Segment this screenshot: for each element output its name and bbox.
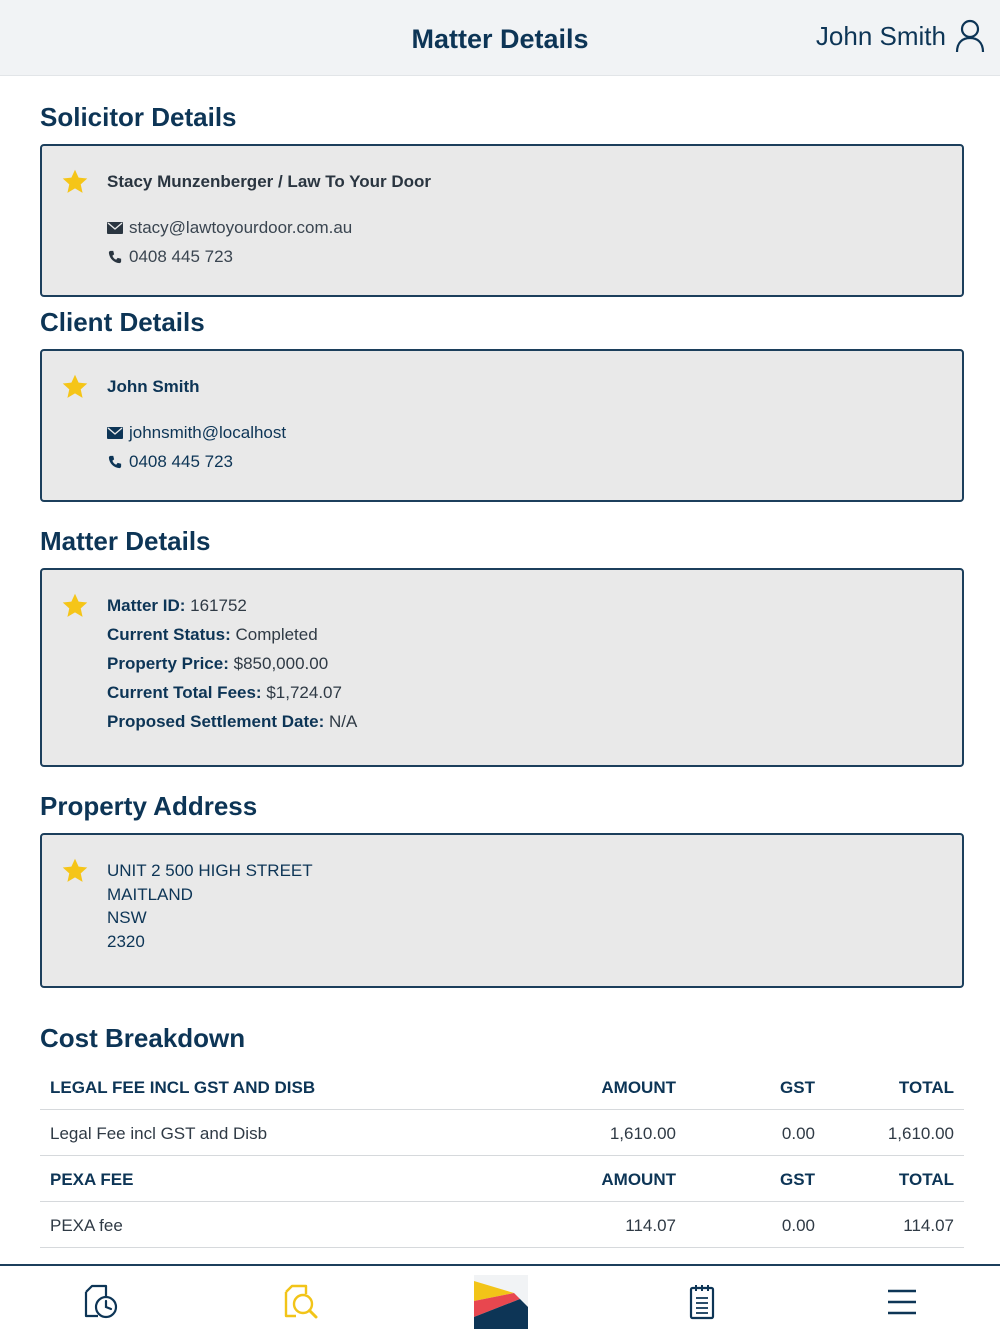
cost-header-total: TOTAL: [898, 1078, 954, 1097]
solicitor-name: Stacy Munzenberger / Law To Your Door: [107, 172, 431, 191]
nav-history[interactable]: [76, 1278, 124, 1326]
cost-section-title: Cost Breakdown: [40, 1023, 246, 1053]
cost-group-header: [40, 1156, 964, 1202]
settlement-date-label: Proposed Settlement Date:: [107, 712, 325, 731]
cost-item-amount: 114.07: [625, 1216, 676, 1235]
address-line-street: UNIT 2 500 HIGH STREET: [107, 861, 313, 880]
cost-header-total: TOTAL: [898, 1170, 954, 1189]
total-fees-label: Current Total Fees:: [107, 683, 262, 702]
bottom-nav: [0, 1264, 1000, 1334]
address-line-postcode: 2320: [107, 931, 145, 951]
email-icon: [107, 221, 123, 235]
property-section-title: Property Address: [40, 791, 258, 821]
matter-id-value: 161752: [190, 596, 247, 615]
solicitor-section-title: Solicitor Details: [40, 102, 237, 132]
matter-card: [40, 568, 964, 767]
logo-icon[interactable]: [474, 1275, 528, 1329]
client-card: [40, 349, 964, 502]
current-status-row: [107, 625, 357, 654]
nav-search-documents[interactable]: [276, 1278, 324, 1326]
address-line-state: NSW: [107, 908, 147, 927]
user-icon[interactable]: [954, 18, 986, 54]
cost-item-name: Legal Fee incl GST and Disb: [50, 1124, 268, 1143]
property-price-label: Property Price:: [107, 654, 229, 673]
client-email-line[interactable]: [107, 418, 286, 447]
matter-id-label: Matter ID:: [107, 596, 186, 615]
cost-item-amount: 1,610.00: [609, 1124, 676, 1143]
settlement-date-row: [107, 712, 357, 741]
cost-item-name: PEXA fee: [50, 1216, 123, 1235]
table-row: [40, 1202, 964, 1248]
client-email[interactable]: johnsmith@localhost: [129, 422, 287, 442]
cost-header-name: LEGAL FEE INCL GST AND DISB: [50, 1078, 316, 1097]
cost-item-total: 114.07: [903, 1216, 954, 1235]
cost-item-total: 1,610.00: [887, 1124, 954, 1143]
history-icon[interactable]: [80, 1282, 120, 1322]
settlement-date-value: N/A: [329, 712, 358, 731]
cost-group-header: [40, 1064, 964, 1110]
client-name: John Smith: [107, 377, 200, 396]
client-phone[interactable]: 0408 445 723: [129, 451, 233, 471]
nav-home-logo[interactable]: [474, 1275, 528, 1329]
favorite-star-icon[interactable]: [61, 373, 89, 401]
cost-header-amount: AMOUNT: [601, 1170, 676, 1189]
favorite-star-icon[interactable]: [61, 857, 89, 885]
cost-header-gst: GST: [780, 1170, 815, 1189]
solicitor-card: [40, 144, 964, 297]
menu-icon[interactable]: [882, 1282, 922, 1322]
cost-table: [40, 1064, 964, 1248]
user-name[interactable]: John Smith: [815, 20, 946, 51]
table-row: [40, 1110, 964, 1156]
email-icon: [107, 426, 123, 440]
cost-header-name: PEXA FEE: [50, 1170, 134, 1189]
phone-icon: [107, 250, 123, 264]
favorite-star-icon[interactable]: [61, 168, 89, 196]
cost-item-gst: 0.00: [781, 1216, 815, 1235]
solicitor-email[interactable]: stacy@lawtoyourdoor.com.au: [129, 217, 353, 237]
cost-header-amount: AMOUNT: [601, 1078, 676, 1097]
solicitor-phone-line[interactable]: [107, 242, 431, 271]
current-status-value: Completed: [235, 625, 318, 644]
top-header: [0, 0, 1000, 76]
total-fees-row: [107, 683, 357, 712]
client-section-title: Client Details: [40, 307, 205, 337]
solicitor-email-line[interactable]: [107, 213, 431, 242]
favorite-star-icon[interactable]: [61, 592, 89, 620]
total-fees-value: $1,724.07: [266, 683, 342, 702]
nav-menu[interactable]: [878, 1278, 926, 1326]
property-price-row: [107, 654, 357, 683]
matter-id-row: [107, 596, 357, 625]
matter-section-title: Matter Details: [40, 526, 211, 556]
address-line-suburb: MAITLAND: [107, 884, 193, 904]
property-card: [40, 833, 964, 988]
nav-notes[interactable]: [678, 1278, 726, 1326]
phone-icon: [107, 455, 123, 469]
current-status-label: Current Status:: [107, 625, 231, 644]
notepad-icon[interactable]: [682, 1282, 722, 1322]
page-title: Matter Details: [411, 24, 589, 54]
search-document-icon[interactable]: [280, 1282, 320, 1322]
cost-item-gst: 0.00: [781, 1124, 815, 1143]
property-price-value: $850,000.00: [233, 654, 329, 673]
user-profile[interactable]: [816, 18, 986, 54]
client-phone-line[interactable]: [107, 447, 286, 476]
cost-header-gst: GST: [780, 1078, 815, 1097]
solicitor-phone[interactable]: 0408 445 723: [129, 246, 233, 266]
